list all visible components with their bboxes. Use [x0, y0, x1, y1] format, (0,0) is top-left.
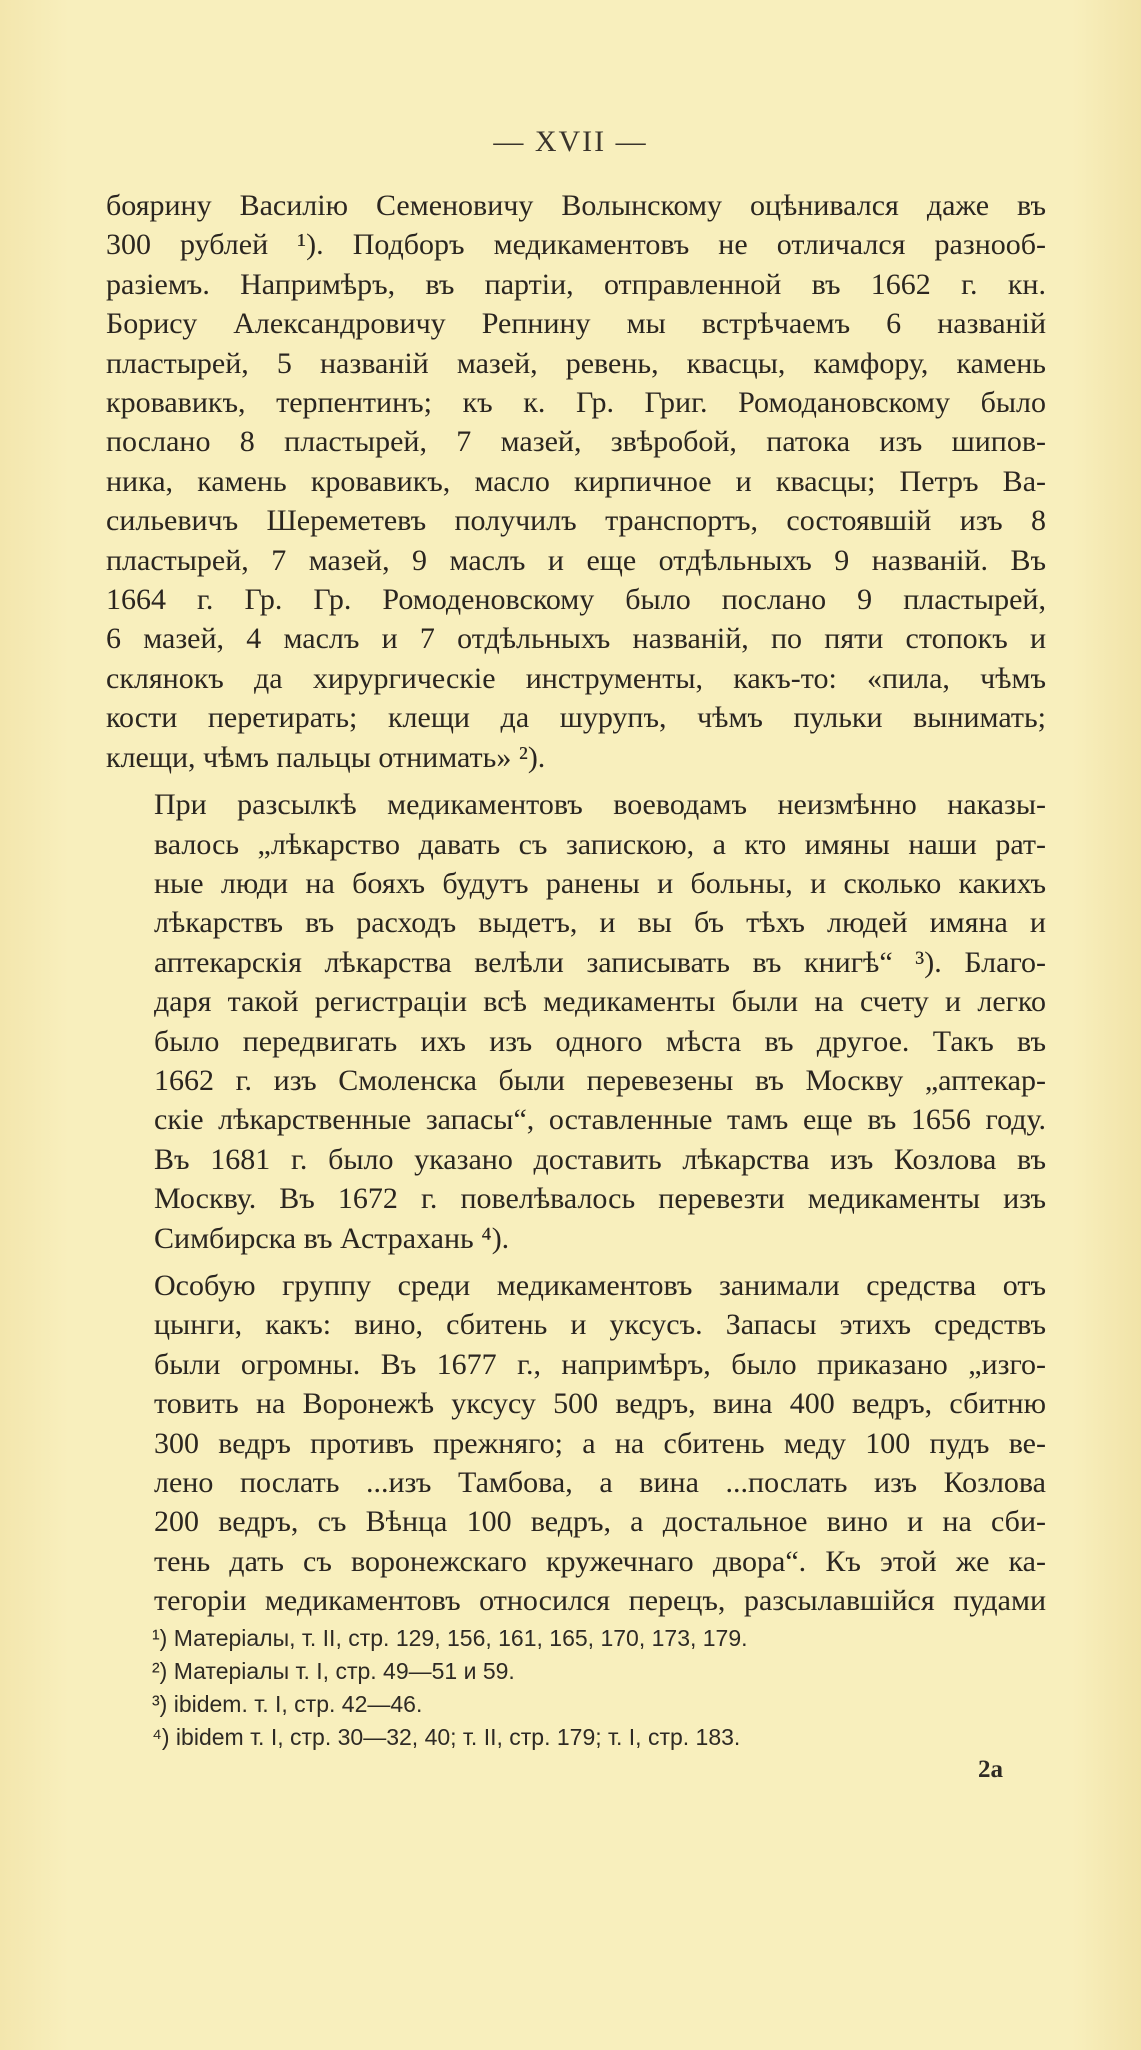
text-line: Симбирска въ Астрахань ⁴). [154, 1221, 510, 1255]
text-line: Москву. Въ 1672 г. повелѣвалось перевезти медикаменты изъ [154, 1182, 1046, 1216]
text-line: 1664 г. Гр. Гр. Ромоденовскому было послано 9 пластырей, [106, 583, 1046, 617]
text-line: скіе лѣкарственные запасы“, оставленные тамъ еще въ 1656 году. [154, 1103, 1046, 1137]
paragraph-1 [106, 186, 1046, 777]
text-line: 1662 г. изъ Смоленска были перевезены въ Москву „аптекар- [154, 1063, 1046, 1097]
text-line: разіемъ. Напримѣръ, въ партіи, отправленной въ 1662 г. кн. [106, 267, 1046, 301]
text-line: тегоріи медикаментовъ относился перецъ, разсылавшійся пудами [154, 1584, 1046, 1618]
text-line: 300 ведръ противъ прежняго; а на сбитень меду 100 пудъ ве- [154, 1426, 1046, 1460]
text-line: товить на Воронежѣ уксусу 500 ведръ, вина 400 ведръ, сбитню [154, 1387, 1046, 1421]
text-line: 200 ведръ, съ Вѣнца 100 ведръ, а достальное вино и на сби- [154, 1505, 1046, 1539]
text-line: склянокъ да хирургическіе инструменты, какъ-то: «пила, чѣмъ [106, 661, 1046, 695]
text-line: были огромны. Въ 1677 г., напримѣръ, было приказано „изго- [154, 1347, 1046, 1381]
text-line: послано 8 пластырей, 7 мазей, звѣробой, патока изъ шипов- [106, 425, 1046, 459]
main-text [106, 186, 1046, 1621]
text-line: Въ 1681 г. было указано доставить лѣкарства изъ Козлова въ [154, 1142, 1046, 1176]
page-header: — XVII — [493, 125, 648, 158]
text-line: клещи, чѣмъ пальцы отнимать» ²). [106, 740, 546, 774]
text-line: пластырей, 7 мазей, 9 маслъ и еще отдѣльныхъ 9 названій. Въ [106, 543, 1046, 577]
footnote-1: ¹) Матеріалы, т. II, стр. 129, 156, 161, 165, 170, 173, 179. [152, 1625, 748, 1651]
text-line: боярину Василію Семеновичу Волынскому оцѣнивался даже въ [106, 189, 1046, 222]
text-line: ника, камень кровавикъ, масло кирпичное и квасцы; Петръ Ва- [106, 464, 1046, 498]
paragraph-3 [106, 1266, 1046, 1621]
text-line: Борису Александровичу Репнину мы встрѣчаемъ 6 названій [106, 307, 1046, 341]
text-line: При разсылкѣ медикаментовъ воеводамъ неизмѣнно наказы- [154, 788, 1046, 822]
footnotes [152, 1622, 1032, 1754]
text-line: лѣкарствъ въ расходъ выдетъ, и вы бъ тѣхъ людей имяна и [154, 906, 1046, 940]
footnote-2: ²) Матеріалы т. I, стр. 49—51 и 59. [152, 1658, 515, 1684]
footnote-4: ⁴) ibidem т. I, стр. 30—32, 40; т. II, стр. 179; т. I, стр. 183. [152, 1724, 741, 1750]
text-line: аптекарскія лѣкарства велѣли записывать въ книгѣ“ ³). Благо- [154, 945, 1046, 979]
text-line: лено послать ...изъ Тамбова, а вина ...послать изъ Козлова [154, 1466, 1046, 1499]
printer-signature-mark: 2a [978, 1756, 1003, 1783]
footnote-3: ³) ibidem. т. I, стр. 42—46. [152, 1691, 423, 1717]
text-line: кровавикъ, терпентинъ; къ к. Гр. Григ. Ромодановскому было [106, 386, 1046, 420]
text-line: 300 рублей ¹). Подборъ медикаментовъ не отличался разнооб- [106, 228, 1046, 262]
text-line: ные люди на бояхъ будутъ ранены и больны, и сколько какихъ [154, 866, 1046, 900]
text-line: тень дать съ воронежскаго кружечнаго двора“. Къ этой же ка- [154, 1544, 1046, 1578]
text-line: валось „лѣкарство давать съ запискою, а кто имяны наши рат- [154, 827, 1046, 861]
text-line: цынги, какъ: вино, сбитень и уксусъ. Запасы этихъ средствъ [154, 1308, 1046, 1342]
paragraph-2 [106, 785, 1046, 1258]
text-line: даря такой регистраціи всѣ медикаменты были на счету и легко [154, 985, 1046, 1019]
text-line: кости перетирать; клещи да шурупъ, чѣмъ пульки вынимать; [106, 701, 1046, 735]
text-line: пластырей, 5 названій мазей, ревень, квасцы, камфору, камень [106, 346, 1046, 380]
text-line: было передвигать ихъ изъ одного мѣста въ другое. Такъ въ [154, 1024, 1046, 1058]
text-line: Особую группу среди медикаментовъ занимали средства отъ [154, 1268, 1046, 1302]
text-line: сильевичъ Шереметевъ получилъ транспортъ, состоявшій изъ 8 [106, 504, 1046, 538]
text-line: 6 мазей, 4 маслъ и 7 отдѣльныхъ названій, по пяти стопокъ и [106, 622, 1046, 656]
